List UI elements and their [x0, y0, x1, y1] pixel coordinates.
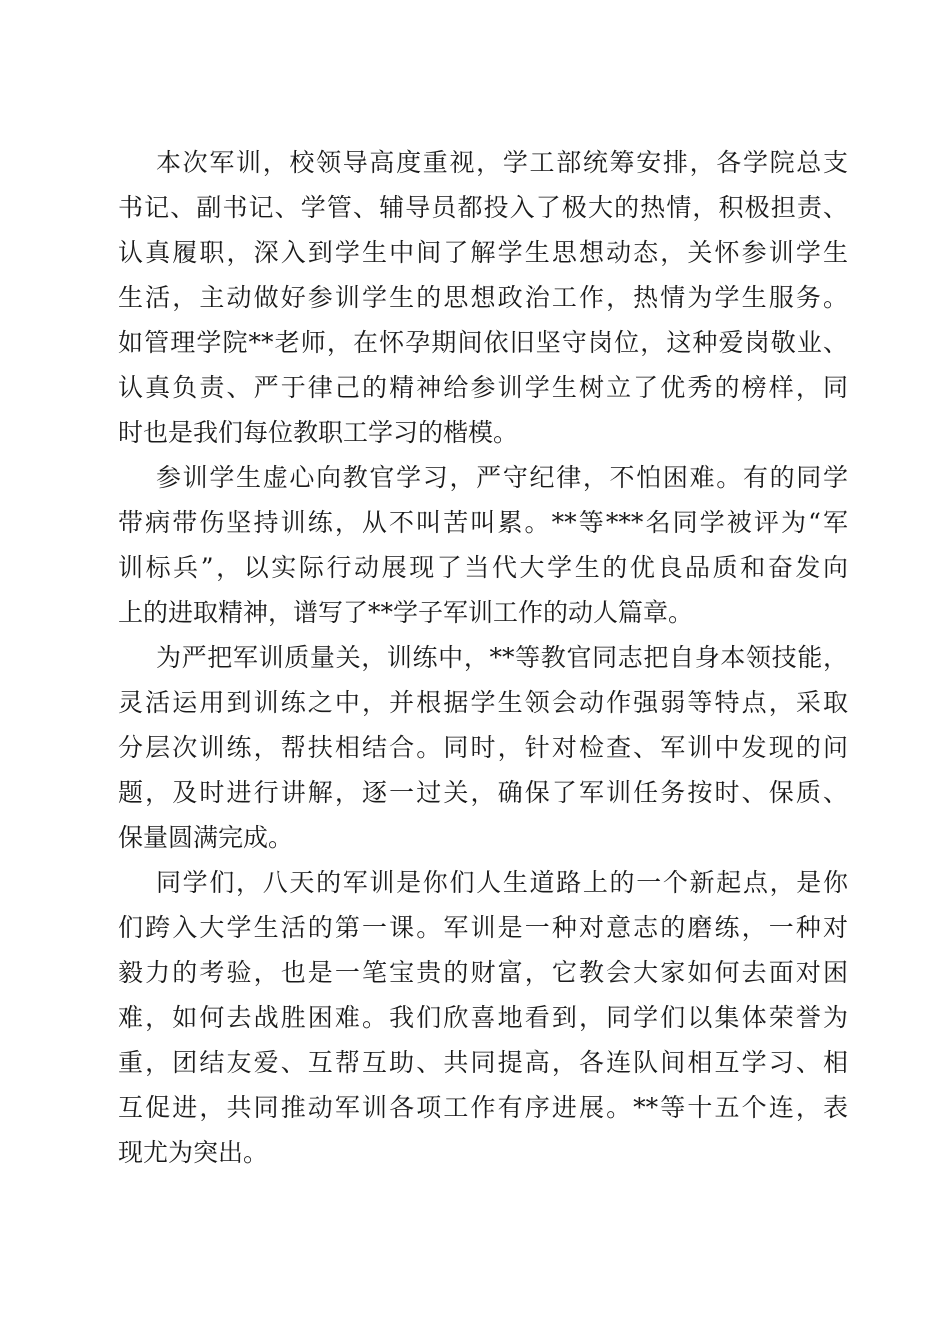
text-line: 如管理学院**老师，在怀孕期间依旧坚守岗位，这种爱岗敬业、 [118, 328, 848, 357]
text-line: 本次军训，校领导高度重视，学工部统筹安排，各学院总支 [156, 148, 848, 177]
text-line: 难，如何去战胜困难。我们欣喜地看到，同学们以集体荣誉为 [118, 1003, 848, 1032]
paragraph-instructors [118, 635, 848, 860]
text-line: 参训学生虚心向教官学习，严守纪律，不怕困难。有的同学 [156, 463, 848, 492]
text-line: 毅力的考验，也是一笔宝贵的财富，它教会大家如何去面对困 [118, 958, 848, 987]
text-line: 现尤为突出。 [118, 1138, 269, 1167]
text-line: 上的进取精神，谱写了**学子军训工作的动人篇章。 [118, 598, 694, 627]
paragraph-leadership [118, 140, 848, 455]
paragraph-students [118, 455, 848, 635]
text-line: 同学们，八天的军训是你们人生道路上的一个新起点，是你 [156, 868, 848, 897]
text-line: 题，及时进行讲解，逐一过关，确保了军训任务按时、保质、 [118, 778, 848, 807]
text-line: 时也是我们每位教职工学习的楷模。 [118, 418, 519, 447]
text-line: 为严把军训质量关，训练中，**等教官同志把自身本领技能， [156, 643, 848, 672]
text-line: 认真履职，深入到学生中间了解学生思想动态，关怀参训学生 [118, 238, 848, 267]
document-body [118, 140, 848, 1175]
paragraph-classmates [118, 860, 848, 1175]
text-line: 分层次训练，帮扶相结合。同时，针对检查、军训中发现的问 [118, 733, 848, 762]
text-line: 们跨入大学生活的第一课。军训是一种对意志的磨练，一种对 [118, 913, 848, 942]
text-line: 重，团结友爱、互帮互助、共同提高，各连队间相互学习、相 [118, 1048, 848, 1077]
text-line: 认真负责、严于律己的精神给参训学生树立了优秀的榜样，同 [118, 373, 848, 402]
text-line: 带病带伤坚持训练，从不叫苦叫累。**等***名同学被评为“军 [118, 508, 848, 537]
text-line: 训标兵”，以实际行动展现了当代大学生的优良品质和奋发向 [118, 553, 848, 582]
text-line: 书记、副书记、学管、辅导员都投入了极大的热情，积极担责、 [118, 193, 848, 222]
text-line: 互促进，共同推动军训各项工作有序进展。**等十五个连，表 [118, 1093, 848, 1122]
text-line: 保量圆满完成。 [118, 823, 294, 852]
text-line: 灵活运用到训练之中，并根据学生领会动作强弱等特点，采取 [118, 688, 848, 717]
text-line: 生活，主动做好参训学生的思想政治工作，热情为学生服务。 [118, 283, 848, 312]
